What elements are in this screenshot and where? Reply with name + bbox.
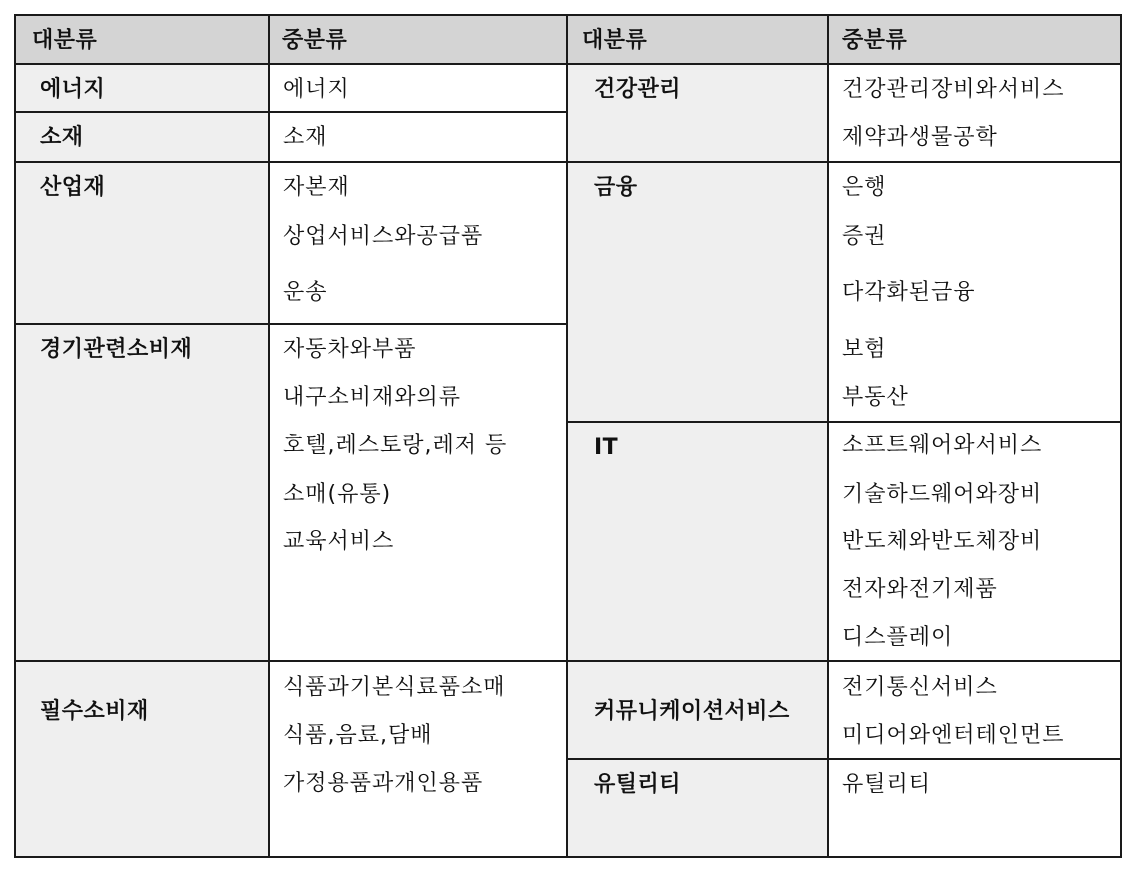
minor-cell: 자동차와부품 <box>283 337 417 362</box>
row-divider <box>14 111 568 113</box>
row-divider <box>14 323 568 325</box>
minor-cell: 자본재 <box>283 175 350 200</box>
minor-cell: 운송 <box>283 280 328 305</box>
major-consumer-discretionary: 경기관련소비재 <box>40 337 193 362</box>
minor-cell: 전기통신서비스 <box>842 675 998 700</box>
table-right-border <box>1120 14 1122 858</box>
minor-cell: 호텔,레스토랑,레저 등 <box>283 433 508 458</box>
minor-cell: 소프트웨어와서비스 <box>842 433 1043 458</box>
minor-cell: 미디어와엔터테인먼트 <box>842 723 1065 748</box>
minor-cell: 에너지 <box>283 77 350 102</box>
minor-cell: 보험 <box>842 337 887 362</box>
minor-cell: 내구소비재와의류 <box>283 385 462 410</box>
major-communication-services: 커뮤니케이션서비스 <box>594 699 790 724</box>
minor-cell: 유틸리티 <box>842 772 932 797</box>
minor-cell: 교육서비스 <box>283 529 395 554</box>
minor-cell: 제약과생물공학 <box>842 125 998 150</box>
minor-cell: 다각화된금융 <box>842 280 976 305</box>
row-divider <box>14 660 1122 662</box>
column-divider <box>827 14 829 858</box>
minor-cell: 식품,음료,담배 <box>283 723 433 748</box>
row-divider <box>567 421 1122 423</box>
major-financials: 금융 <box>594 175 638 200</box>
minor-cell: 증권 <box>842 224 887 249</box>
major-utilities: 유틸리티 <box>594 772 682 797</box>
minor-cell: 디스플레이 <box>842 625 954 650</box>
row-divider <box>567 758 1122 760</box>
minor-cell: 건강관리장비와서비스 <box>842 77 1065 102</box>
header-minor-left: 중분류 <box>282 28 348 53</box>
table-top-border <box>14 14 1122 16</box>
major-it: IT <box>594 435 619 460</box>
header-minor-right: 중분류 <box>842 28 908 53</box>
major-materials: 소재 <box>40 125 84 150</box>
table-left-border <box>14 14 16 858</box>
column-divider <box>566 14 568 858</box>
major-energy: 에너지 <box>40 77 106 102</box>
minor-cell: 소매(유통) <box>283 482 392 507</box>
header-row <box>15 15 1121 64</box>
minor-cell: 부동산 <box>842 385 909 410</box>
minor-cell: 반도체와반도체장비 <box>842 529 1043 554</box>
major-industrials: 산업재 <box>40 175 106 200</box>
table-bottom-border <box>14 856 1122 858</box>
header-major-left: 대분류 <box>32 28 98 53</box>
minor-cell: 소재 <box>283 125 328 150</box>
header-major-right: 대분류 <box>582 28 648 53</box>
minor-cell: 전자와전기제품 <box>842 577 998 602</box>
minor-cell: 가정용품과개인용품 <box>283 771 484 796</box>
header-bottom-border <box>14 63 1122 65</box>
minor-cell: 기술하드웨어와장비 <box>842 482 1043 507</box>
minor-cell: 상업서비스와공급품 <box>283 224 484 249</box>
major-health-care: 건강관리 <box>594 77 682 102</box>
major-consumer-staples: 필수소비재 <box>40 699 149 724</box>
row-divider <box>14 161 1122 163</box>
column-divider <box>268 14 270 858</box>
minor-cell: 은행 <box>842 175 887 200</box>
minor-cell: 식품과기본식료품소매 <box>283 675 506 700</box>
